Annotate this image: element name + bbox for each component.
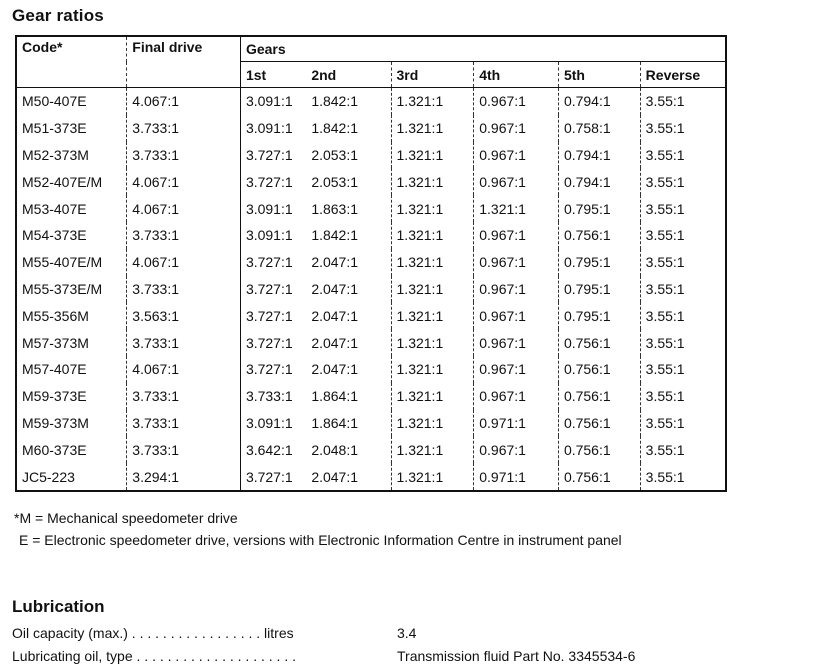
cell-4th: 0.967:1 <box>474 276 559 303</box>
table-body <box>16 88 726 491</box>
table-row <box>16 436 726 463</box>
cell-5th: 0.756:1 <box>558 383 640 410</box>
cell-final-drive: 3.733:1 <box>127 410 241 437</box>
cell-code: M59-373E <box>22 388 87 405</box>
oil-type-label: Lubricating oil, type . . . . . . . . . . . . . . . . . . . . . <box>12 648 296 664</box>
cell-4th: 0.967:1 <box>474 142 559 169</box>
cell-5th: 0.756:1 <box>558 436 640 463</box>
table-row <box>16 383 726 410</box>
cell-2nd: 2.047:1 <box>311 468 359 485</box>
cell-4th: 0.967:1 <box>474 222 559 249</box>
cell-1st: 3.727:1 <box>240 356 306 383</box>
cell-2nd: 1.842:1 <box>311 120 359 137</box>
cell-4th: 1.321:1 <box>474 195 559 222</box>
table-row <box>16 329 726 356</box>
cell-5th: 0.758:1 <box>558 115 640 142</box>
cell-3rd: 1.321:1 <box>391 142 474 169</box>
cell-3rd: 1.321:1 <box>391 168 474 195</box>
cell-code: M59-373M <box>22 414 89 431</box>
cell-1st: 3.727:1 <box>240 249 306 276</box>
oil-capacity-value: 3.4 <box>397 625 417 641</box>
table-row <box>16 115 726 142</box>
cell-reverse: 3.55:1 <box>640 329 726 356</box>
cell-4th: 0.967:1 <box>474 249 559 276</box>
cell-code: M60-373E <box>22 441 87 458</box>
header-3rd: 3rd <box>391 62 474 88</box>
cell-code: M54-373E <box>22 227 87 244</box>
cell-4th: 0.967:1 <box>474 383 559 410</box>
cell-final-drive: 4.067:1 <box>127 88 241 115</box>
cell-1st: 3.727:1 <box>240 142 306 169</box>
cell-5th: 0.756:1 <box>558 410 640 437</box>
cell-final-drive: 4.067:1 <box>127 356 241 383</box>
cell-1st: 3.727:1 <box>240 302 306 329</box>
cell-1st: 3.091:1 <box>240 115 306 142</box>
table-row <box>16 222 726 249</box>
table-row <box>16 302 726 329</box>
cell-final-drive: 3.733:1 <box>127 276 241 303</box>
page-title: Gear ratios <box>12 6 104 25</box>
cell-5th: 0.795:1 <box>558 195 640 222</box>
table-row <box>16 276 726 303</box>
cell-1st: 3.727:1 <box>240 329 306 356</box>
section-title-lubrication: Lubrication <box>12 597 105 616</box>
cell-5th: 0.795:1 <box>558 302 640 329</box>
cell-1st: 3.642:1 <box>240 436 306 463</box>
cell-2nd: 2.047:1 <box>311 254 359 271</box>
cell-final-drive: 3.294:1 <box>127 463 241 491</box>
cell-2nd: 1.864:1 <box>311 414 359 431</box>
cell-2nd: 2.047:1 <box>311 280 359 297</box>
cell-5th: 0.795:1 <box>558 249 640 276</box>
cell-2nd: 2.053:1 <box>311 173 359 190</box>
cell-2nd: 2.053:1 <box>311 146 359 163</box>
cell-reverse: 3.55:1 <box>640 276 726 303</box>
cell-reverse: 3.55:1 <box>640 356 726 383</box>
cell-4th: 0.967:1 <box>474 436 559 463</box>
cell-reverse: 3.55:1 <box>640 436 726 463</box>
cell-3rd: 1.321:1 <box>391 463 474 491</box>
cell-final-drive: 3.563:1 <box>127 302 241 329</box>
cell-1st: 3.727:1 <box>240 463 306 491</box>
header-row-top <box>16 36 726 62</box>
header-1st: 1st <box>240 62 306 88</box>
cell-final-drive: 3.733:1 <box>127 383 241 410</box>
cell-code: M52-407E/M <box>22 173 103 190</box>
cell-code: M50-407E <box>22 93 87 110</box>
footnote-mechanical: *M = Mechanical speedometer drive <box>14 510 238 526</box>
cell-1st: 3.727:1 <box>240 168 306 195</box>
cell-3rd: 1.321:1 <box>391 249 474 276</box>
table-row <box>16 195 726 222</box>
cell-reverse: 3.55:1 <box>640 142 726 169</box>
oil-type-value: Transmission fluid Part No. 3345534-6 <box>397 648 636 664</box>
cell-reverse: 3.55:1 <box>640 222 726 249</box>
cell-2nd: 1.863:1 <box>311 200 359 217</box>
oil-capacity-label: Oil capacity (max.) . . . . . . . . . . . . . . . . . litres <box>12 625 294 641</box>
cell-5th: 0.756:1 <box>558 329 640 356</box>
cell-5th: 0.756:1 <box>558 463 640 491</box>
gear-ratios-table <box>15 35 727 492</box>
cell-code: M52-373M <box>22 146 89 163</box>
cell-4th: 0.971:1 <box>474 463 559 491</box>
table-row <box>16 88 726 115</box>
cell-4th: 0.967:1 <box>474 168 559 195</box>
cell-4th: 0.967:1 <box>474 115 559 142</box>
header-final-drive: Final drive <box>127 36 241 88</box>
header-reverse: Reverse <box>640 62 726 88</box>
cell-code: M55-407E/M <box>22 254 103 271</box>
cell-reverse: 3.55:1 <box>640 168 726 195</box>
cell-5th: 0.756:1 <box>558 222 640 249</box>
cell-4th: 0.967:1 <box>474 329 559 356</box>
cell-5th: 0.794:1 <box>558 168 640 195</box>
cell-5th: 0.794:1 <box>558 142 640 169</box>
cell-1st: 3.091:1 <box>240 88 306 115</box>
cell-3rd: 1.321:1 <box>391 115 474 142</box>
cell-2nd: 1.842:1 <box>311 93 359 110</box>
cell-final-drive: 3.733:1 <box>127 436 241 463</box>
cell-final-drive: 4.067:1 <box>127 168 241 195</box>
header-4th: 4th <box>474 62 559 88</box>
cell-reverse: 3.55:1 <box>640 302 726 329</box>
cell-code: JC5-223 <box>22 468 75 485</box>
cell-reverse: 3.55:1 <box>640 195 726 222</box>
cell-reverse: 3.55:1 <box>640 463 726 491</box>
cell-code: M57-373M <box>22 334 89 351</box>
cell-2nd: 2.047:1 <box>311 307 359 324</box>
cell-3rd: 1.321:1 <box>391 329 474 356</box>
cell-3rd: 1.321:1 <box>391 276 474 303</box>
cell-reverse: 3.55:1 <box>640 115 726 142</box>
cell-5th: 0.756:1 <box>558 356 640 383</box>
header-code: Code* <box>16 36 127 88</box>
cell-2nd: 1.864:1 <box>311 388 359 405</box>
header-5th: 5th <box>558 62 640 88</box>
cell-1st: 3.091:1 <box>240 410 306 437</box>
table-row <box>16 249 726 276</box>
table-row <box>16 168 726 195</box>
cell-3rd: 1.321:1 <box>391 302 474 329</box>
cell-3rd: 1.321:1 <box>391 195 474 222</box>
cell-final-drive: 3.733:1 <box>127 222 241 249</box>
header-2nd: 2nd <box>306 62 391 88</box>
cell-reverse: 3.55:1 <box>640 88 726 115</box>
table-row <box>16 142 726 169</box>
cell-1st: 3.733:1 <box>240 383 306 410</box>
cell-2nd: 2.047:1 <box>311 334 359 351</box>
cell-4th: 0.967:1 <box>474 88 559 115</box>
cell-code: M51-373E <box>22 120 87 137</box>
cell-code: M55-373E/M <box>22 280 103 297</box>
cell-3rd: 1.321:1 <box>391 222 474 249</box>
header-gears: Gears <box>240 36 726 62</box>
cell-final-drive: 3.733:1 <box>127 329 241 356</box>
cell-reverse: 3.55:1 <box>640 410 726 437</box>
cell-final-drive: 3.733:1 <box>127 142 241 169</box>
cell-reverse: 3.55:1 <box>640 249 726 276</box>
cell-4th: 0.967:1 <box>474 356 559 383</box>
cell-4th: 0.971:1 <box>474 410 559 437</box>
table-row <box>16 356 726 383</box>
cell-code: M53-407E <box>22 200 87 217</box>
cell-3rd: 1.321:1 <box>391 436 474 463</box>
cell-3rd: 1.321:1 <box>391 383 474 410</box>
footnote-electronic: E = Electronic speedometer drive, versions with Electronic Information Centre in instrument panel <box>19 532 622 548</box>
cell-5th: 0.794:1 <box>558 88 640 115</box>
cell-reverse: 3.55:1 <box>640 383 726 410</box>
cell-2nd: 2.048:1 <box>311 441 359 458</box>
cell-2nd: 1.842:1 <box>311 227 359 244</box>
cell-3rd: 1.321:1 <box>391 356 474 383</box>
table-row <box>16 463 726 491</box>
cell-5th: 0.795:1 <box>558 276 640 303</box>
cell-final-drive: 3.733:1 <box>127 115 241 142</box>
cell-code: M55-356M <box>22 307 89 324</box>
cell-final-drive: 4.067:1 <box>127 195 241 222</box>
cell-3rd: 1.321:1 <box>391 88 474 115</box>
cell-1st: 3.091:1 <box>240 195 306 222</box>
cell-3rd: 1.321:1 <box>391 410 474 437</box>
table-row <box>16 410 726 437</box>
cell-2nd: 2.047:1 <box>311 361 359 378</box>
cell-4th: 0.967:1 <box>474 302 559 329</box>
cell-final-drive: 4.067:1 <box>127 249 241 276</box>
cell-1st: 3.727:1 <box>240 276 306 303</box>
cell-code: M57-407E <box>22 361 87 378</box>
cell-1st: 3.091:1 <box>240 222 306 249</box>
